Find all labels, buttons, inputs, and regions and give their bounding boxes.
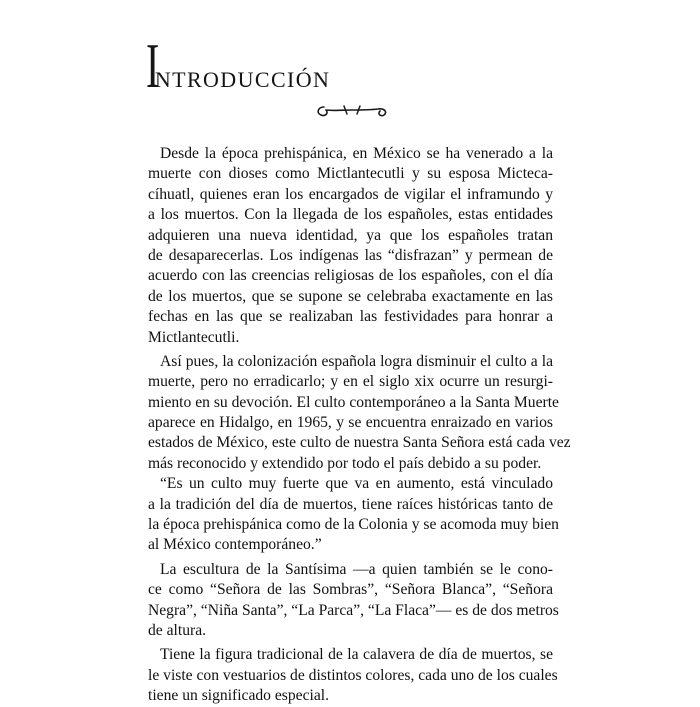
text-line: cíhuatl, quienes eran los encargados de vigilar el inframundo y: [148, 185, 553, 203]
text-line: Desde la época prehispánica, en México se ha venerado a la: [160, 145, 553, 162]
text-line: de desaparecerlas. Los indígenas las “disfrazan” y permean de: [148, 246, 553, 264]
body-text: [148, 144, 571, 707]
text-line: muerte con dioses como Mictlantecutli y su esposa Micteca-: [148, 165, 553, 183]
text-line: Así pues, la colonización española logra disminuir el culto a la: [160, 352, 553, 370]
text-line: “Es un culto muy fuerte que va en aumento, está vinculado: [160, 475, 553, 493]
text-line: ce como “Señora de las Sombras”, “Señora Blanca”, “Señora: [148, 581, 553, 599]
text-line: tiene un significado especial.: [148, 687, 329, 705]
text-line: al México contemporáneo.”: [148, 536, 322, 554]
text-line: La escultura de la Santísima —a quien también se le cono-: [160, 560, 553, 578]
paragraph-1: [148, 144, 553, 348]
paragraph-5: [148, 645, 558, 706]
paragraph-3: [148, 474, 559, 556]
chapter-title-rest: NTRODUCCIÓN: [154, 67, 331, 92]
text-line: le viste con vestuarios de distintos colores, cada uno de los cuales: [148, 666, 558, 684]
text-line: a la tradición del día de muertos, tiene raíces históricas tanto de: [148, 495, 553, 513]
text-line: adquieren una nueva identidad, ya que los españoles tratan: [148, 226, 553, 244]
flourish-ornament-icon: [314, 98, 390, 120]
paragraph-4: [148, 560, 559, 642]
paragraph-2: [148, 352, 571, 474]
text-line: Mictlantecutli.: [148, 328, 240, 346]
text-line: la época prehispánica como de la Colonia y se acomoda muy bien: [148, 516, 559, 534]
text-line: más reconocido y extendido por todo el país debido a su poder.: [148, 454, 542, 472]
text-line: a los muertos. Con la llegada de los españoles, estas entidades: [148, 206, 553, 224]
text-line: aparece en Hidalgo, en 1965, y se encuentra enraizado en varios: [148, 414, 553, 432]
chapter-title: [146, 30, 331, 101]
text-line: acuerdo con las creencias religiosas de los españoles, con el día: [148, 267, 553, 285]
chapter-title-initial: I: [146, 30, 160, 101]
text-line: de altura.: [148, 621, 207, 639]
text-line: fechas en las que se realizaban las festividades para honrar a: [148, 308, 553, 326]
text-line: de los muertos, que se supone se celebraba exactamente en las: [148, 287, 553, 305]
text-line: Tiene la figura tradicional de la calavera de día de muertos, se: [160, 646, 553, 664]
text-line: miento en su devoción. El culto contemporáneo a la Santa Muerte: [148, 393, 559, 411]
text-line: estados de México, este culto de nuestra Santa Señora está cada vez: [148, 434, 571, 452]
text-line: muerte, pero no erradicarlo; y en el siglo xix ocurre un resurgi-: [148, 373, 553, 391]
text-line: Negra”, “Niña Santa”, “La Parca”, “La Flaca”— es de dos metros: [148, 601, 559, 619]
